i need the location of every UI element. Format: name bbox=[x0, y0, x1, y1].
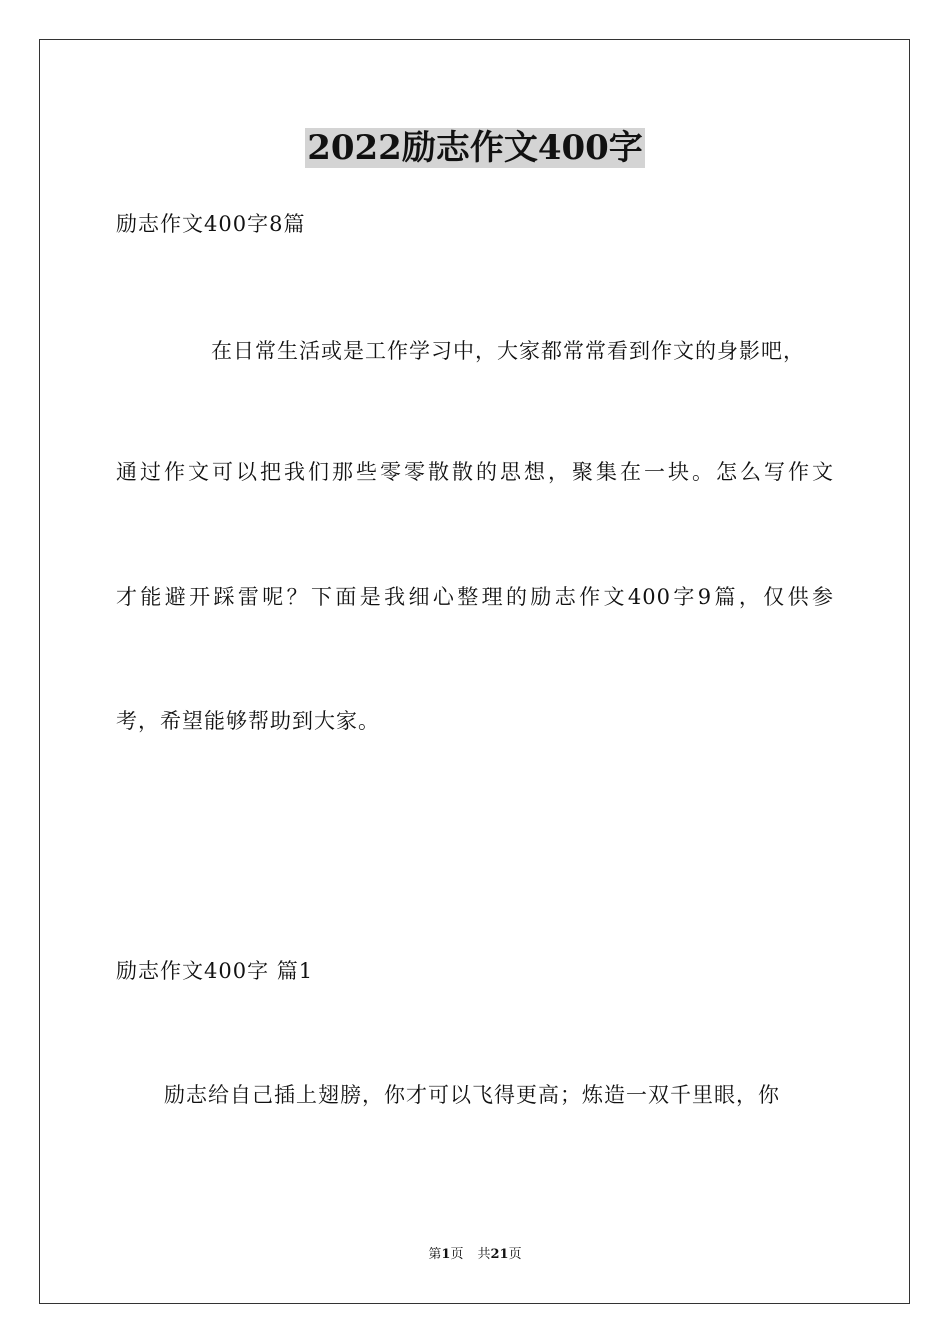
document-subtitle: 励志作文400字8篇 bbox=[116, 212, 306, 236]
intro-line-1: 在日常生活或是工作学习中，大家都常常看到作文的身影吧， bbox=[211, 339, 805, 363]
footer-page-current: 1 bbox=[441, 1247, 451, 1262]
intro-line-2: 通过作文可以把我们那些零零散散的思想，聚集在一块。怎么写作文 bbox=[116, 460, 834, 484]
footer-page-unit: 页 bbox=[450, 1247, 464, 1262]
intro-line-3: 才能避开踩雷呢？下面是我细心整理的励志作文400字9篇，仅供参 bbox=[116, 585, 834, 609]
footer-total-unit: 页 bbox=[508, 1247, 522, 1262]
document-title bbox=[0, 128, 950, 168]
document-title-text: 2022励志作文400字 bbox=[307, 128, 643, 168]
footer-page-total: 21 bbox=[490, 1247, 509, 1262]
footer-total-prefix: 共 bbox=[477, 1247, 491, 1262]
intro-line-4: 考，希望能够帮助到大家。 bbox=[116, 709, 380, 733]
page-footer bbox=[0, 1246, 950, 1264]
footer-page-prefix: 第 bbox=[428, 1247, 442, 1262]
section-heading: 励志作文400字 篇1 bbox=[116, 959, 314, 983]
body-line-1: 励志给自己插上翅膀，你才可以飞得更高；炼造一双千里眼，你 bbox=[164, 1083, 780, 1107]
